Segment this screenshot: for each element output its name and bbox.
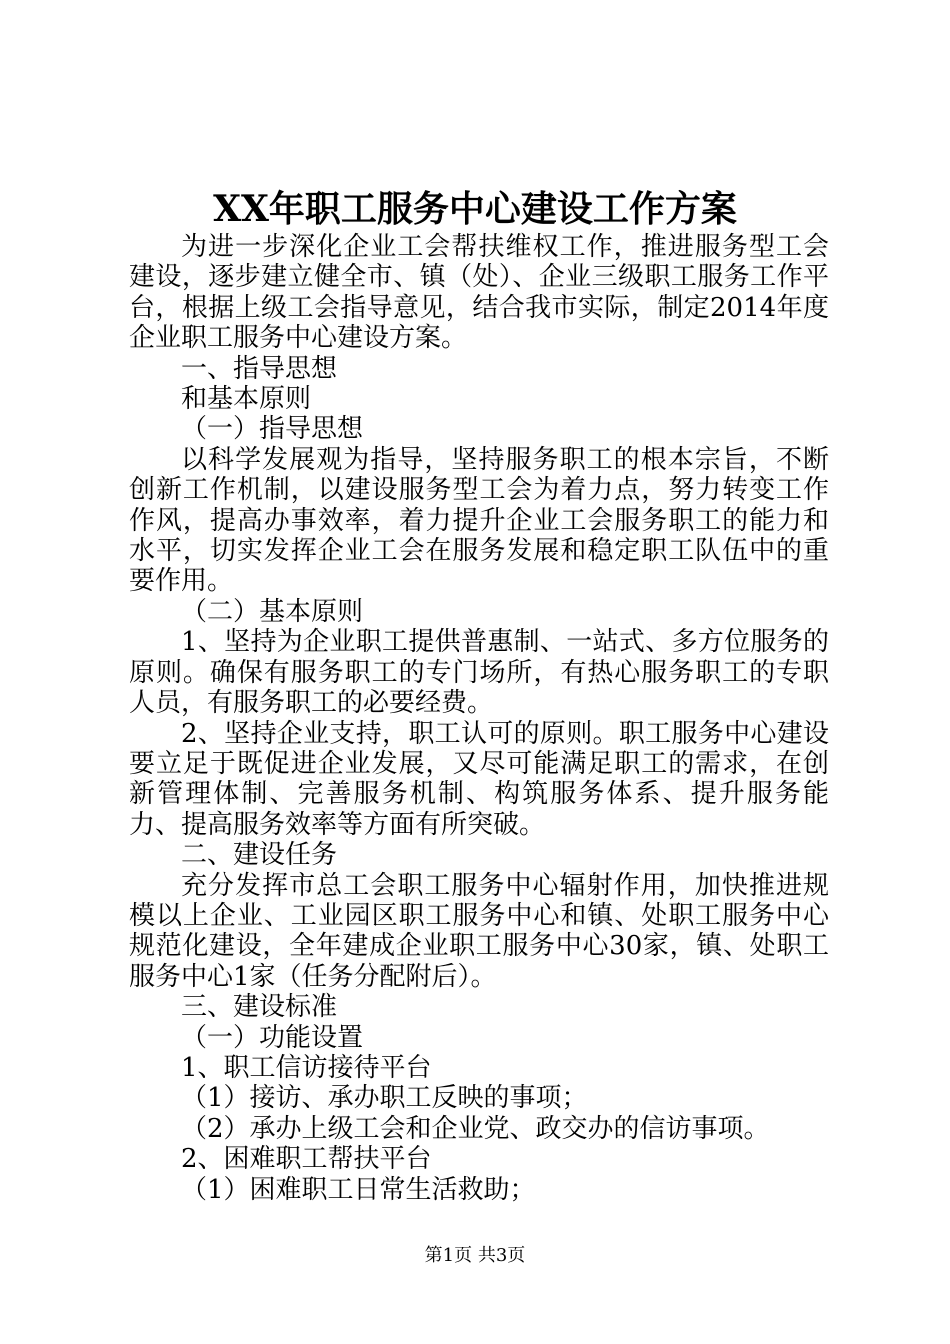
- list-item: （2）承办上级工会和企业党、政交办的信访事项。: [181, 1113, 770, 1144]
- list-item-heading: 1、职工信访接待平台: [181, 1052, 432, 1083]
- page-footer: 第1页 共3页: [424, 1245, 526, 1266]
- subsection-heading-2: （二）基本原则: [181, 596, 364, 627]
- paragraph-principle-1: 1、坚持为企业职工提供普惠制、一站式、多方位服务的原则。确保有服务职工的专门场所，有热心服务职工的专职人员，有服务职工的必要经费。: [129, 627, 829, 719]
- paragraph-intro: 为进一步深化企业工会帮扶维权工作，推进服务型工会建设，逐步建立健全市、镇（处）、企业三级职工服务工作平台，根据上级工会指导意见，结合我市实际，制定2014年度企业职工服务中心建设方案。: [129, 232, 829, 354]
- section-heading-3: 三、建设标准: [181, 992, 338, 1023]
- section-heading-1-cont: 和基本原则: [181, 384, 312, 415]
- list-item: （1）接访、承办职工反映的事项；: [181, 1083, 588, 1114]
- list-item-heading: 2、困难职工帮扶平台: [181, 1144, 432, 1175]
- subsection-heading-3: （一）功能设置: [181, 1022, 364, 1053]
- document-body: [129, 232, 829, 1205]
- section-heading-2: 二、建设任务: [181, 840, 338, 871]
- paragraph-tasks: 充分发挥市总工会职工服务中心辐射作用，加快推进规模以上企业、工业园区职工服务中心和镇、处职工服务中心规范化建设，全年建成企业职工服务中心30家，镇、处职工服务中心1家（任务分配附后）。: [129, 870, 829, 992]
- subsection-heading-1: （一）指导思想: [181, 414, 364, 445]
- paragraph-guiding: 以科学发展观为指导，坚持服务职工的根本宗旨，不断创新工作机制，以建设服务型工会为着力点，努力转变工作作风，提高办事效率，着力提升企业工会服务职工的能力和水平，切实发挥企业工会在服务发展和稳定职工队伍中的重要作用。: [129, 444, 829, 597]
- section-heading-1: 一、指导思想: [181, 353, 338, 384]
- list-item: （1）困难职工日常生活救助；: [181, 1174, 536, 1205]
- paragraph-principle-2: 2、坚持企业支持，职工认可的原则。职工服务中心建设要立足于既促进企业发展，又尽可能满足职工的需求，在创新管理体制、完善服务机制、构筑服务体系、提升服务能力、提高服务效率等方面有所突破。: [129, 718, 829, 840]
- document-title: XX年职工服务中心建设工作方案: [213, 188, 737, 230]
